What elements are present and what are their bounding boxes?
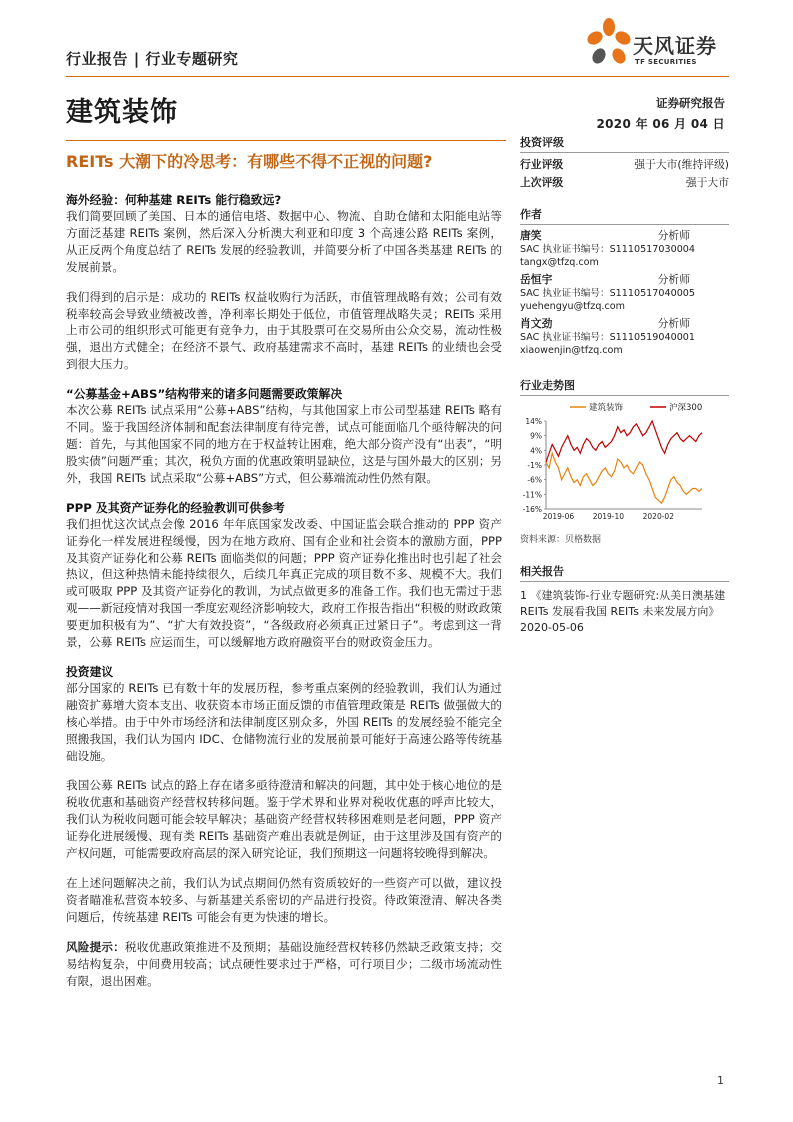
header-divider <box>66 76 729 77</box>
logo-english-name: TF SECURITIES <box>635 58 697 66</box>
rating-value: 强于大市 <box>685 176 729 189</box>
section-heading-ppp: PPP 及其资产证券化的经验教训可供参考 <box>66 500 285 515</box>
author-role: 分析师 <box>657 273 690 286</box>
report-title: REITs 大潮下的冷思考：有哪些不得不正视的问题? <box>66 152 433 171</box>
page-number: 1 <box>717 1074 724 1087</box>
series-line <box>546 453 702 503</box>
rating-row <box>520 156 729 174</box>
section-heading-structure: “公募基金+ABS”结构带来的诸多问题需要政策解决 <box>66 387 343 402</box>
author-entry <box>520 272 729 313</box>
author-email[interactable]: tangx@tfzq.com <box>520 257 599 268</box>
report-date: 2020 年 06 月 04 日 <box>596 117 725 131</box>
report-category: 行业报告 | 行业专题研究 <box>66 50 239 68</box>
author-sac: SAC 执业证书编号：S1110519040001 <box>520 332 696 343</box>
author-email[interactable]: yuehengyu@tfzq.com <box>520 301 625 312</box>
y-tick-label: -16% <box>522 505 542 514</box>
series-line <box>546 421 702 462</box>
title-divider <box>66 140 506 141</box>
y-tick-label: -11% <box>522 490 542 500</box>
paragraph: 我国公募 REITs 试点的路上存在诸多亟待澄清和解决的问题，其中处于核心地位的是税收优惠和基础资产经营权转移问题。鉴于学术界和业界对税收优惠的呼声比较大，我们认为税收问题可能会较早解决；基础资产经营权转移困难则是老问题，PPP 资产证券化进展缓慢、现有类 REITs 基础资产难出表就是例证，由于这里涉及国有资产的产权问题，可能需要政府高层的深入研究论证，我们预期这一问题将较晚得到解决。 <box>66 778 502 861</box>
author-name: 肖文劲 <box>520 317 553 330</box>
x-tick-label: 2020-02 <box>642 512 674 521</box>
author-entry <box>520 316 729 357</box>
x-tick-label: 2019-10 <box>592 512 625 521</box>
risk-label: 风险提示： <box>66 939 125 954</box>
risk-text: 税收优惠政策推进不及预期；基础设施经营权转移仍然缺乏政策支持；交易结构复杂，中间费用较高；试点硬性要求过于严格，可行项目少；二级市场流动性有限，退出困难。 <box>66 939 502 988</box>
author-email[interactable]: xiaowenjin@tfzq.com <box>520 345 623 356</box>
author-sac: SAC 执业证书编号：S1110517030004 <box>520 244 696 255</box>
y-tick-label: -6% <box>527 475 542 485</box>
trend-chart <box>520 399 729 527</box>
related-report-item[interactable]: 1 《建筑装饰-行业专题研究:从美日澳基建 REITs 发展看我国 REITs 未来发展方向》 2020-05-06 <box>520 589 726 634</box>
legend-label: 建筑装饰 <box>589 403 624 413</box>
sector-title: 建筑装饰 <box>66 97 178 128</box>
paragraph: 本次公募 REITs 试点采用“公募+ABS”结构，与其他国家上市公司型基建 REITs 略有不同。鉴于我国经济体制和配套法律制度有待完善，试点可能面临几个亟待解决的问题：首先，与其他国家不同的地方在于权益转让困难，绝大部分资产没有“出表”，“明股实债”问题严重；其次，税负方面的优惠政策明显缺位，这是与国外最大的区别；另外，我国 REITs 试点采取“公募+ABS”方式，但公募端流动性仍然有限。 <box>66 403 502 485</box>
sidebar <box>520 134 729 636</box>
rating-label: 行业评级 <box>520 158 564 171</box>
rating-heading: 投资评级 <box>520 134 729 153</box>
section-heading-overseas: 海外经验：何种基建 REITs 能行稳致远? <box>66 193 282 207</box>
author-entry <box>520 228 729 269</box>
paragraph: 在上述问题解决之前，我们认为试点期间仍然有资质较好的一些资产可以做，建议投资者瞄准私营资本较多、与新基建关系密切的产品进行投资。待政策澄清、解决各类问题后，传统基建 REITs 可能会有更为快速的增长。 <box>66 876 502 924</box>
report-type: 证券研究报告 <box>656 96 725 110</box>
paragraph: 部分国家的 REITs 已有数十年的发展历程，参考重点案例的经验教训，我们认为通过融资扩募增大资本支出、收获资本市场正面反馈的市值管理政策是 REITs 做强做大的核心举措。由于中外市场经济和法律制度区别众多，外国 REITs 的发展经验不能完全照搬我国，我们认为国内 IDC、仓储物流行业的发展前景可能好于高速公路等传统基础设施。 <box>66 680 502 763</box>
authors-heading: 作者 <box>520 206 729 225</box>
legend-label: 沪深300 <box>669 403 703 413</box>
company-logo <box>585 18 735 70</box>
main-content <box>66 192 502 989</box>
author-role: 分析师 <box>657 229 690 242</box>
x-tick-label: 2019-06 <box>542 512 575 521</box>
paragraph: 我们简要回顾了美国、日本的通信电塔、数据中心、物流、自助仓储和太阳能电站等方面泛基建 REITs 案例，然后深入分析澳大利亚和印度 3 个高速公路 REITs 案例，从正反两个角度总结了 REITs 发展的经验教训，并简要分析了中国各类基建 REITs 的发展前景。 <box>66 209 502 274</box>
author-name: 岳恒宇 <box>520 273 553 286</box>
y-tick-label: 9% <box>530 431 542 441</box>
tf-flower-logo-icon <box>585 18 633 68</box>
paragraph: 我们担忧这次试点会像 2016 年年底国家发改委、中国证监会联合推动的 PPP 资产证券化一样发展进程缓慢，因为在地方政府、国有企业和社会资本的激励方面，PPP 及其资产证券化和公募 REITs 面临类似的问题；PPP 资产证券化推出时也引起了社会热议，但这种热情未能持续很久，后续几年真正完成的项目数不多、规模不大。我们或可吸取 PPP 及其资产证券化的教训，为试点做更多的准备工作。我们也无需过于悲观——新冠疫情对我国一季度宏观经济影响较大，政府工作报告指出“积极的财政政策要更加积极有为”、“扩大有效投资”，“各级政府必须真正过紧日子”。考虑到这一背景，公募 REITs 应运而生，可以缓解地方政府融资平台的财政资金压力。 <box>66 516 502 650</box>
chart-source: 资料来源：贝格数据 <box>520 535 602 545</box>
author-name: 唐笑 <box>520 229 542 242</box>
trend-heading: 行业走势图 <box>520 377 729 396</box>
rating-label: 上次评级 <box>520 176 564 189</box>
paragraph: 我们得到的启示是：成功的 REITs 权益收购行为活跃，市值管理战略有效；公司有效税率较高会导致业绩被改善，净利率长期处于低位，市值管理战略失灵；REITs 采用上市公司的组织形式可能更有竞争力，由于其股票可在交易所由公众交易，流动性极强，退出方式健全；在经济不景气、政府基建需求不高时，基建 REITs 的业绩也会受到很大压力。 <box>66 289 502 372</box>
related-heading: 相关报告 <box>520 563 729 582</box>
rating-row <box>520 174 729 192</box>
rating-value: 强于大市(维持评级) <box>634 158 729 171</box>
author-sac: SAC 执业证书编号：S1110517040005 <box>520 288 696 299</box>
section-heading-advice: 投资建议 <box>66 664 114 679</box>
y-tick-label: -1% <box>527 461 542 470</box>
risk-paragraph <box>66 939 502 990</box>
y-tick-label: 14% <box>525 417 542 426</box>
author-role: 分析师 <box>657 317 690 330</box>
logo-chinese-name: 天风证券 <box>633 34 717 58</box>
y-tick-label: 4% <box>530 446 542 456</box>
